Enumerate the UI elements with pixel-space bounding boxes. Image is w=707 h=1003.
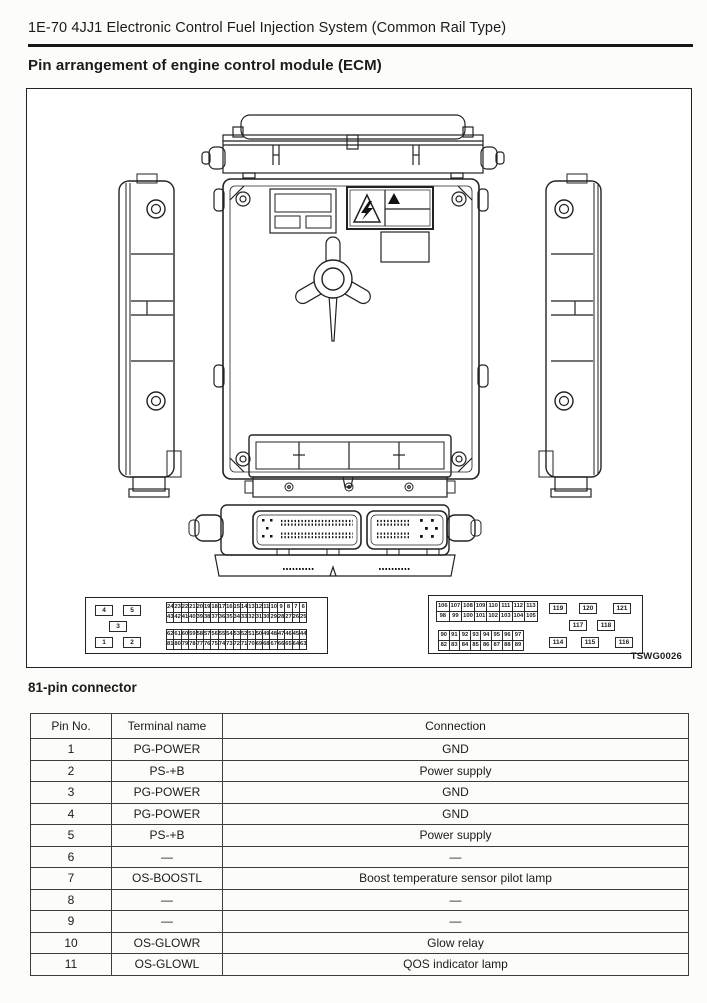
pin-cell: 7: [292, 602, 300, 613]
ecm-bottom-view: [189, 505, 481, 576]
pin-cell: 24: [166, 602, 174, 613]
pin-cell: 26: [292, 612, 300, 623]
table-cell: —: [223, 911, 689, 933]
pin-cell: 89: [512, 640, 524, 651]
pin-cell: 71: [240, 639, 248, 650]
pin-cell: 1: [95, 637, 113, 648]
pin-cell: 43: [166, 612, 174, 623]
table-cell: Boost temperature sensor pilot lamp: [223, 868, 689, 890]
caution-triangle-icon: [388, 193, 400, 204]
serial-label: [381, 232, 429, 262]
table-cell: 8: [31, 889, 112, 911]
pin-cell: 81: [166, 639, 174, 650]
table-row: [31, 932, 689, 954]
pin-cell: 29: [269, 612, 277, 623]
pin-cell: 57: [203, 629, 211, 640]
table-cell: —: [223, 846, 689, 868]
pin-cell: 38: [203, 612, 211, 623]
figure-code: TSWG0026: [630, 651, 682, 662]
pin-cell: 39: [196, 612, 204, 623]
pin-cell: 113: [524, 601, 538, 612]
pin-cell: 32: [247, 612, 255, 623]
pin-cell: 21: [188, 602, 196, 613]
pin-cell: 13: [247, 602, 255, 613]
table-cell: OS-BOOSTL: [112, 868, 223, 890]
pin-cell: 98: [436, 611, 450, 622]
pin-map-40pin: [428, 595, 643, 654]
pin-grid-row: [438, 640, 524, 651]
section-title: Pin arrangement of engine control module (ECM): [28, 57, 382, 74]
table-row: [31, 782, 689, 804]
pin-cell: 103: [499, 611, 513, 622]
pin-grid-row: [166, 612, 307, 623]
pin-cell: 30: [262, 612, 270, 623]
pin-cell: 5: [123, 605, 141, 616]
pin-cell: 31: [255, 612, 263, 623]
pin-cell: 25: [299, 612, 307, 623]
pin-cell: 53: [233, 629, 241, 640]
pin-grid-row: [436, 611, 538, 622]
pin-cell: 75: [210, 639, 218, 650]
table-cell: OS-GLOWR: [112, 932, 223, 954]
pin-cell: 60: [181, 629, 189, 640]
pin-cell: 84: [459, 640, 471, 651]
pin-cell: 87: [491, 640, 503, 651]
pin-cell: 90: [438, 630, 450, 641]
pin-cell: 42: [173, 612, 181, 623]
connector-block-81pin: [253, 511, 361, 549]
table-cell: PG-POWER: [112, 782, 223, 804]
pin-cell: 69: [255, 639, 263, 650]
pin-cell: 17: [218, 602, 226, 613]
table-row: [31, 825, 689, 847]
header-rule: [28, 44, 693, 47]
table-cell: 2: [31, 760, 112, 782]
pin-cell: 58: [196, 629, 204, 640]
pin-cell: 93: [470, 630, 482, 641]
table-cell: PG-POWER: [112, 739, 223, 761]
table-cell: Glow relay: [223, 932, 689, 954]
pin-cell: 11: [262, 602, 270, 613]
pin-cell: 109: [474, 601, 488, 612]
pin-cell: 23: [173, 602, 181, 613]
pin-cell: 15: [233, 602, 241, 613]
pin-cell: 67: [269, 639, 277, 650]
pin-cell: 96: [502, 630, 514, 641]
table-cell: PS-+B: [112, 825, 223, 847]
table-cell: 10: [31, 932, 112, 954]
pin-cell: 47: [277, 629, 285, 640]
table-row: [31, 846, 689, 868]
table-cell: OS-GLOWL: [112, 954, 223, 976]
pin-cell: 9: [277, 602, 285, 613]
pin-cell: 79: [181, 639, 189, 650]
table-row: [31, 889, 689, 911]
column-header-pin-no: Pin No.: [31, 714, 112, 739]
pin-cell: 40: [188, 612, 196, 623]
table-cell: Power supply: [223, 825, 689, 847]
table-cell: 9: [31, 911, 112, 933]
pin-cell: 70: [247, 639, 255, 650]
table-cell: —: [223, 889, 689, 911]
ecm-front-view: [214, 179, 488, 497]
front-connector-bracket: [245, 435, 455, 497]
pin-cell: 34: [233, 612, 241, 623]
pin-grid-row: [166, 639, 307, 650]
pin-cell: 63: [299, 639, 307, 650]
pin-cell: 14: [240, 602, 248, 613]
pin-cell: 83: [449, 640, 461, 651]
table-cell: —: [112, 889, 223, 911]
pin-cell: 74: [218, 639, 226, 650]
pin-cell: 73: [225, 639, 233, 650]
pin-cell: 54: [225, 629, 233, 640]
table-cell: Power supply: [223, 760, 689, 782]
pin-cell: 120: [579, 603, 597, 614]
table-cell: PG-POWER: [112, 803, 223, 825]
pin-cell: 59: [188, 629, 196, 640]
pin-cell: 116: [615, 637, 633, 648]
pin-cell: 107: [449, 601, 463, 612]
pin-cell: 77: [196, 639, 204, 650]
pin-cell: 51: [247, 629, 255, 640]
pin-cell: 78: [188, 639, 196, 650]
pin-cell: 111: [499, 601, 513, 612]
ecm-drawing: [27, 89, 691, 667]
table-row: [31, 954, 689, 976]
pin-cell: 118: [597, 620, 615, 631]
pin-cell: 35: [225, 612, 233, 623]
table-cell: —: [112, 911, 223, 933]
pin-cell: 56: [210, 629, 218, 640]
ecm-right-side-view: [539, 174, 601, 497]
pin-cell: 48: [269, 629, 277, 640]
pin-cell: 88: [502, 640, 514, 651]
pin-cell: 12: [255, 602, 263, 613]
pin-cell: 95: [491, 630, 503, 641]
pin-cell: 115: [581, 637, 599, 648]
page-header: 1E-70 4JJ1 Electronic Control Fuel Injection System (Common Rail Type): [28, 20, 507, 36]
connector-block-40pin: [367, 511, 447, 549]
table-cell: GND: [223, 782, 689, 804]
table-row: [31, 911, 689, 933]
pin-cell: 18: [210, 602, 218, 613]
subsection-title: 81-pin connector: [28, 680, 137, 695]
pin-cell: 91: [449, 630, 461, 641]
pin-cell: 20: [196, 602, 204, 613]
pin-cell: 16: [225, 602, 233, 613]
table-cell: 4: [31, 803, 112, 825]
pin-cell: 72: [233, 639, 241, 650]
column-header-connection: Connection: [223, 714, 689, 739]
pin-cell: 10: [269, 602, 277, 613]
pin-cell: 105: [524, 611, 538, 622]
table-cell: GND: [223, 803, 689, 825]
table-header-row: [31, 714, 689, 739]
pin-cell: 52: [240, 629, 248, 640]
pin-cell: 50: [255, 629, 263, 640]
pin-cell: 104: [512, 611, 526, 622]
pin-cell: 110: [486, 601, 500, 612]
table-cell: QOS indicator lamp: [223, 954, 689, 976]
pin-cell: 100: [461, 611, 475, 622]
pin-grid: [166, 629, 307, 650]
pin-grid: [166, 602, 307, 623]
pin-cell: 92: [459, 630, 471, 641]
pin-cell: 64: [292, 639, 300, 650]
ecm-top-view: [202, 115, 504, 178]
pin-cell: 45: [292, 629, 300, 640]
pin-cell: 99: [449, 611, 463, 622]
pin-cell: 6: [299, 602, 307, 613]
pin-cell: 19: [203, 602, 211, 613]
pin-cell: 61: [173, 629, 181, 640]
pin-cell: 62: [166, 629, 174, 640]
pin-grid: [438, 630, 524, 651]
pin-cell: 108: [461, 601, 475, 612]
pin-cell: 117: [569, 620, 587, 631]
pin-cell: 46: [284, 629, 292, 640]
pin-cell: 82: [438, 640, 450, 651]
pin-cell: 102: [486, 611, 500, 622]
pin-cell: 2: [123, 637, 141, 648]
pin-cell: 33: [240, 612, 248, 623]
pin-cell: 119: [549, 603, 567, 614]
pin-cell: 3: [109, 621, 127, 632]
pin-cell: 22: [181, 602, 189, 613]
table-row: [31, 868, 689, 890]
pin-cell: 27: [284, 612, 292, 623]
info-label: [270, 189, 336, 233]
pin-grid: [436, 601, 538, 622]
pin-cell: 106: [436, 601, 450, 612]
tri-lobe-boss: [293, 237, 373, 341]
pin-cell: 4: [95, 605, 113, 616]
pin-cell: 41: [181, 612, 189, 623]
warning-label: [347, 187, 433, 229]
table-row: [31, 803, 689, 825]
pin-cell: 66: [277, 639, 285, 650]
table-cell: 3: [31, 782, 112, 804]
table-row: [31, 739, 689, 761]
pin-cell: 80: [173, 639, 181, 650]
table-cell: PS-+B: [112, 760, 223, 782]
pin-cell: 94: [480, 630, 492, 641]
table-row: [31, 760, 689, 782]
pin-cell: 65: [284, 639, 292, 650]
pin-cell: 49: [262, 629, 270, 640]
pin-cell: 101: [474, 611, 488, 622]
pin-cell: 85: [470, 640, 482, 651]
ecm-figure: [26, 88, 692, 668]
pin-cell: 36: [218, 612, 226, 623]
table-cell: GND: [223, 739, 689, 761]
pin-connection-table: [30, 713, 689, 976]
table-body: [31, 739, 689, 976]
pin-cell: 76: [203, 639, 211, 650]
pin-cell: 55: [218, 629, 226, 640]
pin-cell: 8: [284, 602, 292, 613]
pin-cell: 44: [299, 629, 307, 640]
table-cell: 6: [31, 846, 112, 868]
pin-cell: 86: [480, 640, 492, 651]
ecm-left-side-view: [119, 174, 181, 497]
table-cell: 11: [31, 954, 112, 976]
pin-cell: 112: [512, 601, 526, 612]
column-header-terminal-name: Terminal name: [112, 714, 223, 739]
pin-cell: 97: [512, 630, 524, 641]
pin-cell: 37: [210, 612, 218, 623]
pin-cell: 121: [613, 603, 631, 614]
pin-cell: 68: [262, 639, 270, 650]
table-cell: 1: [31, 739, 112, 761]
pin-cell: 114: [549, 637, 567, 648]
table-cell: —: [112, 846, 223, 868]
pin-cell: 28: [277, 612, 285, 623]
pin-map-81pin: [85, 597, 328, 654]
table-cell: 7: [31, 868, 112, 890]
table-cell: 5: [31, 825, 112, 847]
